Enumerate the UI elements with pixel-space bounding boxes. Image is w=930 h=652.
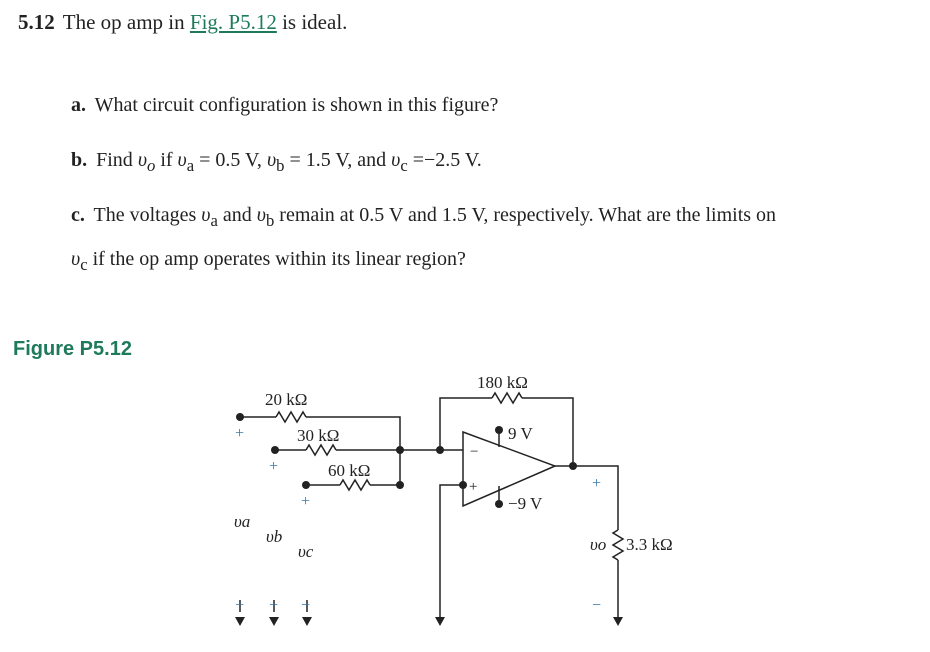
arrow-down-icon bbox=[435, 617, 445, 626]
var-vo: υ bbox=[137, 149, 147, 171]
var-vb: υ bbox=[266, 149, 277, 171]
minus-vo: − bbox=[592, 597, 602, 614]
label-r2: 30 kΩ bbox=[297, 426, 340, 445]
minus-vc: − bbox=[301, 597, 311, 614]
opamp-minus: − bbox=[470, 444, 479, 460]
plus-vo: + bbox=[592, 475, 602, 492]
label-r3: 60 kΩ bbox=[328, 461, 371, 480]
part-b-t2: if bbox=[155, 149, 178, 171]
part-a-letter: a. bbox=[71, 94, 86, 116]
var-va: υ bbox=[201, 204, 211, 226]
var-vb-sub: b bbox=[265, 211, 275, 230]
label-vc: υc bbox=[298, 542, 314, 561]
part-c-t1: The voltages bbox=[93, 204, 202, 226]
var-va: υ bbox=[177, 149, 187, 171]
part-b-t3: = 0.5 V, bbox=[194, 149, 267, 171]
label-rl: 3.3 kΩ bbox=[626, 535, 673, 554]
arrow-down-icon bbox=[302, 617, 312, 626]
opamp-plus: + bbox=[469, 479, 478, 495]
label-r1: 20 kΩ bbox=[265, 390, 308, 409]
plus-vc: + bbox=[301, 493, 311, 510]
var-vo-sub: o bbox=[147, 156, 156, 175]
label-va: υa bbox=[234, 512, 251, 531]
label-vpos: 9 V bbox=[508, 424, 533, 443]
label-rf: 180 kΩ bbox=[477, 373, 528, 392]
part-a-text: What circuit configuration is shown in this figure? bbox=[94, 94, 499, 116]
part-c-t3: remain at 0.5 V and 1.5 V, respectively. What are the limits on bbox=[274, 204, 777, 226]
label-vo: υo bbox=[590, 535, 607, 554]
problem-text-after: is ideal. bbox=[276, 10, 348, 34]
var-va-sub: a bbox=[210, 211, 218, 230]
part-b-letter: b. bbox=[71, 149, 88, 171]
figure-link[interactable]: Fig. P5.12 bbox=[189, 10, 277, 34]
var-vc-sub: c bbox=[80, 255, 88, 274]
part-c-letter: c. bbox=[71, 204, 85, 226]
var-va-sub: a bbox=[186, 156, 195, 175]
arrow-down-icon bbox=[235, 617, 245, 626]
plus-va: + bbox=[235, 425, 245, 442]
arrow-down-icon bbox=[613, 617, 623, 626]
var-vc-sub: c bbox=[400, 156, 408, 175]
label-vneg: −9 V bbox=[508, 494, 543, 513]
part-b-t4: = 1.5 V, and bbox=[284, 149, 392, 171]
problem-text-before: The op amp in bbox=[62, 10, 190, 34]
problem-number: 5.12 bbox=[18, 10, 55, 34]
ground-arrows bbox=[235, 617, 623, 626]
var-vc: υ bbox=[391, 149, 401, 171]
minus-va: − bbox=[235, 597, 245, 614]
arrow-down-icon bbox=[269, 617, 279, 626]
var-vc: υ bbox=[71, 248, 81, 270]
plus-vb: + bbox=[269, 458, 279, 475]
part-c-t2: and bbox=[217, 204, 257, 226]
var-vb-sub: b bbox=[276, 156, 285, 175]
part-b-t1: Find bbox=[96, 149, 138, 171]
part-c-t4: if the op amp operates within its linear region? bbox=[87, 248, 466, 270]
label-vb: υb bbox=[266, 527, 283, 546]
var-vb: υ bbox=[256, 204, 266, 226]
part-b-t5: =−2.5 V. bbox=[407, 149, 482, 171]
figure-title: Figure P5.12 bbox=[13, 338, 132, 360]
minus-vb: − bbox=[269, 597, 279, 614]
